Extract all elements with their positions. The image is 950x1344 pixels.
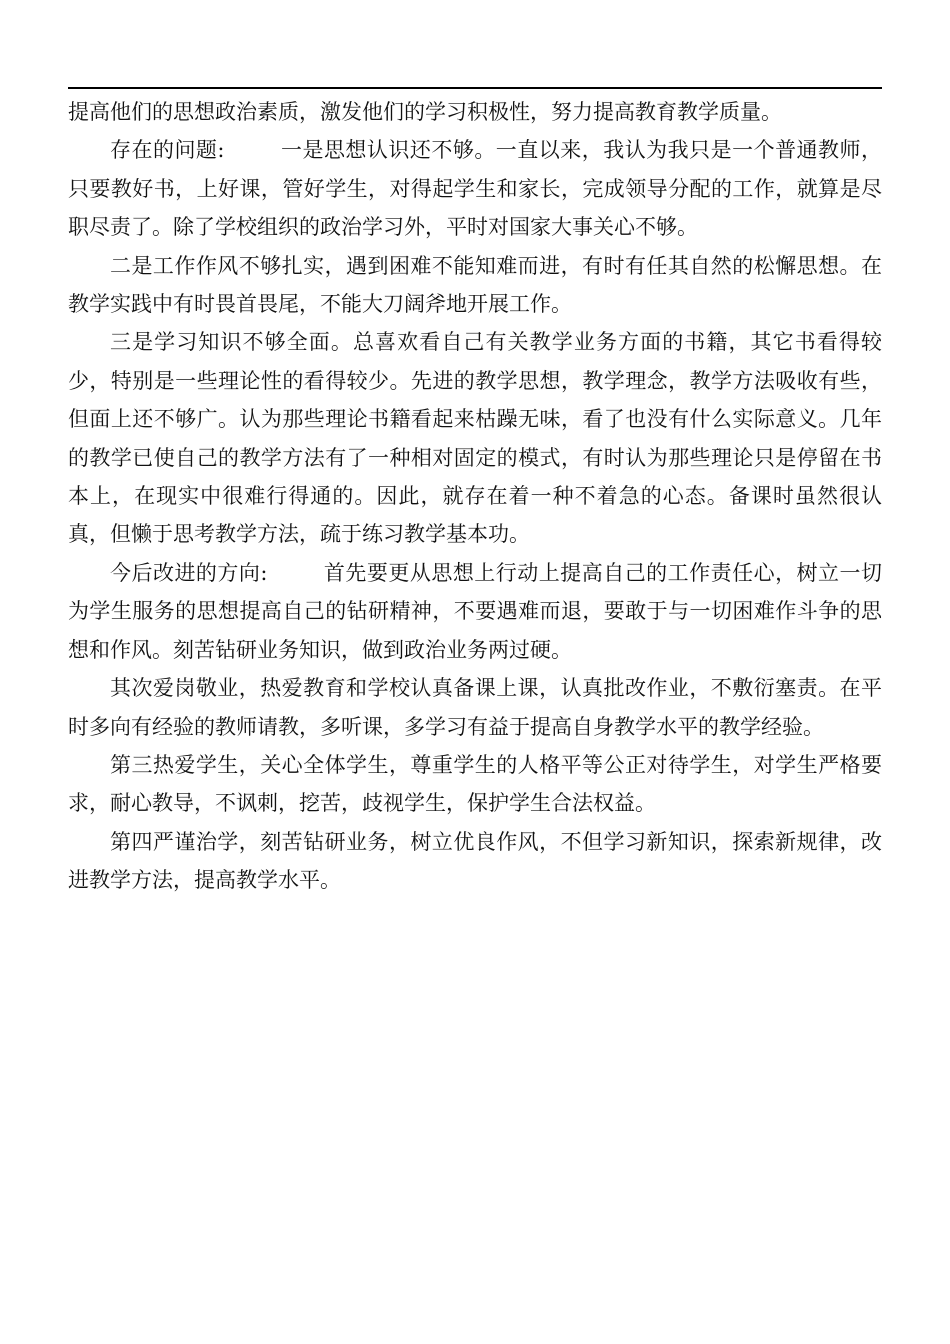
problem-1-text: 一是思想认识还不够。一直以来，我认为我只是一个普通教师，只要教好书，上好课，管好学生，对得起学生和家长，完成领导分配的工作，就算是尽职尽责了。除了学校组织的政治学习外，平时对国家大事关心不够。 bbox=[68, 138, 883, 240]
improvements-label: 今后改进的方向: bbox=[110, 560, 268, 585]
problem-2-paragraph: 二是工作作风不够扎实，遇到困难不能知难而进，有时有任其自然的松懈思想。在教学实践中有时畏首畏尾，不能大刀阔斧地开展工作。 bbox=[68, 253, 882, 317]
document-body bbox=[68, 93, 882, 900]
header-rule bbox=[68, 87, 882, 89]
improvement-3-paragraph: 第三热爱学生，关心全体学生，尊重学生的人格平等公正对待学生，对学生严格要求，耐心教导，不讽刺，挖苦，歧视学生，保护学生合法权益。 bbox=[68, 752, 882, 816]
improvement-4-paragraph: 第四严谨治学，刻苦钻研业务，树立优良作风，不但学习新知识，探索新规律，改进教学方法，提高教学水平。 bbox=[68, 829, 882, 893]
improvement-2-paragraph: 其次爱岗敬业，热爱教育和学校认真备课上课，认真批改作业，不敷衍塞责。在平时多向有经验的教师请教，多听课，多学习有益于提高自身教学水平的教学经验。 bbox=[68, 676, 882, 739]
problem-3-paragraph: 三是学习知识不够全面。总喜欢看自己有关教学业务方面的书籍，其它书看得较少，特别是一些理论性的看得较少。先进的教学思想，教学理念，教学方法吸收有些，但面上还不够广。认为那些理论书籍看起来枯躁无味，看了也没有什么实际意义。几年的教学已使自己的教学方法有了一种相对固定的模式，有时认为那些理论只是停留在书本上，在现实中很难行得通的。因此，就存在着一种不着急的心态。备课时虽然很认真，但懒于思考教学方法，疏于练习教学基本功。 bbox=[68, 330, 882, 547]
improvements-paragraph bbox=[68, 554, 882, 669]
improvement-1-text: 首先要更从思想上行动上提高自己的工作责任心，树立一切为学生服务的思想提高自己的钻研精神，不要遇难而退，要敢于与一切困难作斗争的思想和作风。刻苦钻研业务知识，做到政治业务两过硬。 bbox=[68, 560, 882, 662]
problems-paragraph bbox=[68, 131, 882, 246]
continuation-paragraph: 提高他们的思想政治素质，激发他们的学习积极性，努力提高教育教学质量。 bbox=[68, 100, 782, 124]
problems-label: 存在的问题: bbox=[110, 138, 225, 163]
